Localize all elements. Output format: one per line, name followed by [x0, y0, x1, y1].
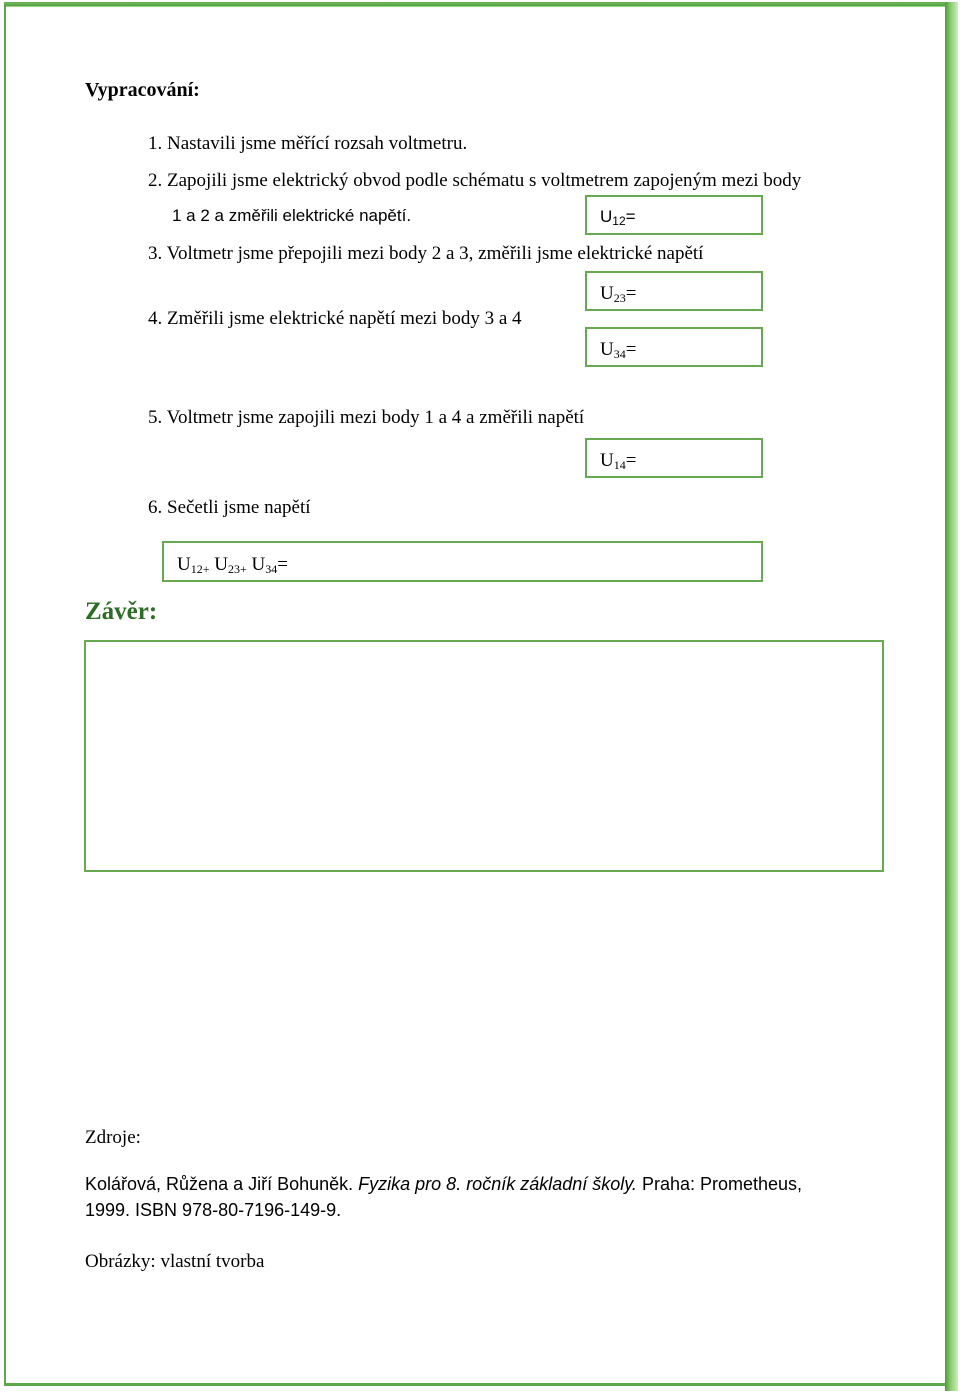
step-5: [148, 407, 584, 429]
u23-label: $U_{23}=$: [600, 283, 637, 305]
u12-label: $U_{12}=$: [600, 207, 636, 228]
u14-label: $U_{14}=$: [600, 450, 637, 472]
step-text: Zapojili jsme elektrický obvod podle schématu s voltmetrem zapojeným mezi body: [167, 170, 802, 191]
conclusion-label: Závěr:: [85, 598, 158, 625]
step-1: [148, 133, 467, 155]
section-heading: Vypracování:: [85, 79, 200, 101]
sum-field[interactable]: [162, 541, 763, 582]
step-text: Voltmetr jsme zapojili mezi body 1 a 4 a změřili napětí: [166, 407, 585, 428]
sources-label: Zdroje:: [85, 1127, 141, 1148]
step-text: Změřili jsme elektrické napětí mezi body 3 a 4: [167, 308, 522, 329]
reference-line-1: Kolářová, Růžena a Jiří Bohuněk. Fyzika pro 8. ročník základní školy. Praha: Prometheus,: [85, 1174, 803, 1194]
step-2: [148, 170, 801, 192]
step-6: [148, 497, 311, 519]
step-number: 4.: [148, 308, 163, 329]
u14-field[interactable]: [585, 438, 763, 478]
step-number: 2.: [148, 170, 163, 191]
conclusion-box[interactable]: [84, 640, 884, 872]
step-text: Voltmetr jsme přepojili mezi body 2 a 3, změřili jsme elektrické napětí: [166, 243, 704, 264]
step-text: Sečetli jsme napětí: [167, 497, 311, 518]
step-number: 3.: [148, 243, 163, 264]
images-credit: Obrázky: vlastní tvorba: [85, 1251, 265, 1272]
step-2-continuation: 1 a 2 a změřili elektrické napětí.: [172, 206, 412, 225]
reference-line-2: 1999. ISBN 978-80-7196-149-9.: [85, 1200, 342, 1220]
u34-label: $U_{34}=$: [600, 339, 637, 361]
step-number: 6.: [148, 497, 163, 518]
step-3: [148, 243, 703, 265]
u12-field[interactable]: [585, 195, 763, 235]
page-border-right: [945, 2, 958, 1391]
step-number: 5.: [148, 407, 163, 428]
step-text: Nastavili jsme měřící rozsah voltmetru.: [167, 133, 468, 154]
step-number: 1.: [148, 133, 163, 154]
u23-field[interactable]: [585, 271, 763, 311]
u34-field[interactable]: [585, 327, 763, 367]
step-4: [148, 308, 522, 330]
sum-label: $U_{12+}$ $U_{23+}$ $U_{34}=$: [177, 554, 288, 576]
